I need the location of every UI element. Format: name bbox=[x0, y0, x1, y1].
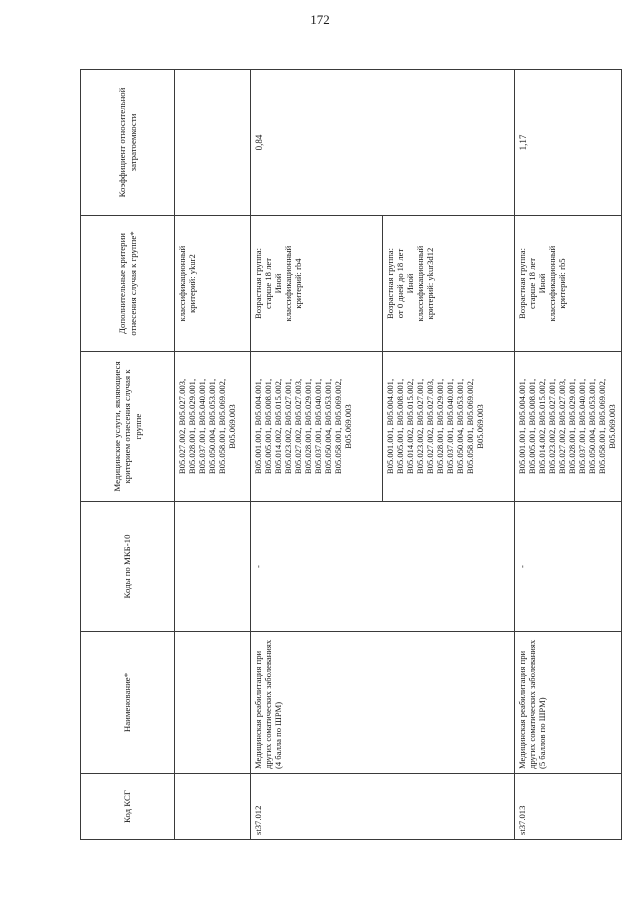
header-services: Медицинские услуги, являющиеся критерием отнесения случая к группе bbox=[81, 352, 175, 502]
criteria-line: от 0 дней до 18 лет bbox=[394, 248, 405, 319]
service-line: В05.069.003 bbox=[474, 404, 485, 449]
service-line: В05.001.001, В05.004.001, bbox=[385, 378, 395, 475]
cell-coefficient-013: 1,17 bbox=[515, 70, 622, 216]
criteria-line: старше 18 лет bbox=[526, 258, 537, 309]
criteria-line: Иной bbox=[272, 273, 283, 294]
cell-services-013 bbox=[515, 352, 622, 502]
criteria-line: Иной bbox=[536, 273, 547, 294]
service-line: В05.037.001, В05.040.001, bbox=[312, 378, 323, 475]
header-extra-criteria: Дополнительные критерии отнесения случая к группе* bbox=[81, 216, 175, 352]
service-line: В05.014.002, В05.015.002, bbox=[272, 378, 283, 475]
cell-coefficient-empty bbox=[175, 70, 251, 216]
criteria-line: критерий: ykur2 bbox=[186, 254, 197, 313]
cell-ksg-name-013: Медицинская реабилитация при других соматических заболеваниях (5 баллов по ШРМ) bbox=[515, 632, 622, 774]
cell-ksg-name-012: Медицинская реабилитация при других соматических заболеваниях (4 балла по ШРМ) bbox=[251, 632, 515, 774]
cell-criteria-012-a bbox=[251, 216, 383, 352]
criteria-line: критерий: rb4 bbox=[292, 258, 303, 309]
service-line: В05.027.002, В05.027.003, bbox=[424, 378, 435, 475]
service-line: В05.069.003 bbox=[342, 404, 353, 449]
service-line: В05.050.004, В05.053.001, bbox=[454, 378, 465, 475]
cell-services-continuation bbox=[175, 352, 251, 502]
service-line: В05.014.002, В05.015.002, bbox=[536, 378, 547, 475]
criteria-line: классификационный bbox=[414, 245, 425, 322]
service-line: В05.023.002, В05.027.001, bbox=[282, 378, 293, 475]
header-coefficient: Коэффициент относительной затратоемкости bbox=[81, 70, 175, 216]
service-line: В05.023.002, В05.027.001, bbox=[546, 378, 557, 475]
criteria-line: Возрастная группа: bbox=[253, 247, 263, 320]
header-code: Код КСГ bbox=[81, 774, 175, 840]
cell-criteria-012-b bbox=[383, 216, 515, 352]
criteria-line: классификационный bbox=[546, 245, 557, 322]
criteria-line: старше 18 лет bbox=[262, 258, 273, 309]
service-line: В05.014.002, В05.015.002, bbox=[404, 378, 415, 475]
cell-mkb-empty bbox=[175, 502, 251, 632]
cell-name-empty bbox=[175, 632, 251, 774]
header-mkb: Коды по МКБ-10 bbox=[81, 502, 175, 632]
cell-mkb-012: - bbox=[251, 502, 515, 632]
criteria-line: критерий: ykur3d12 bbox=[424, 247, 435, 320]
cell-services-012-a bbox=[251, 352, 383, 502]
cell-criteria-continuation bbox=[175, 216, 251, 352]
table-row-st37-013 bbox=[515, 70, 622, 840]
criteria-line: классификационный bbox=[282, 245, 293, 322]
cell-criteria-013 bbox=[515, 216, 622, 352]
service-line: В05.058.001, В05.069.002, bbox=[464, 378, 475, 475]
criteria-line: классификационный bbox=[177, 245, 187, 322]
table-header-row bbox=[81, 70, 175, 840]
service-line: В05.069.003 bbox=[606, 404, 617, 449]
service-line: В05.005.001, В05.008.001, bbox=[526, 378, 537, 475]
service-line: В05.058.001, В05.069.002, bbox=[216, 378, 227, 475]
page-number: 172 bbox=[310, 12, 330, 27]
table-row-continuation bbox=[175, 70, 251, 840]
header-name: Наименование* bbox=[81, 632, 175, 774]
service-line: В05.069.003 bbox=[226, 404, 237, 449]
service-line: В05.058.001, В05.069.002, bbox=[332, 378, 343, 475]
cell-services-012-b bbox=[383, 352, 515, 502]
ksg-table bbox=[80, 69, 622, 840]
service-line: В05.037.001, В05.040.001, bbox=[576, 378, 587, 475]
rotated-document-area bbox=[80, 70, 617, 840]
service-line: В05.037.001, В05.040.001, bbox=[444, 378, 455, 475]
cell-mkb-013: - bbox=[515, 502, 622, 632]
criteria-line: Иной bbox=[404, 273, 415, 294]
service-line: В05.005.001, В05.008.001, bbox=[394, 378, 405, 475]
service-line: В05.027.002, В05.027.003, bbox=[556, 378, 567, 475]
service-line: В05.028.001, В05.029.001, bbox=[566, 378, 577, 475]
service-line: В05.027.002, В05.027.003, bbox=[292, 378, 303, 475]
cell-ksg-code-012: st37.012 bbox=[251, 774, 515, 840]
criteria-line: Возрастная группа: bbox=[517, 247, 527, 320]
service-line: В05.005.001, В05.008.001, bbox=[262, 378, 273, 475]
cell-ksg-code-013: st37.013 bbox=[515, 774, 622, 840]
criteria-line: критерий: rb5 bbox=[556, 258, 567, 309]
service-line: В05.058.001, В05.069.002, bbox=[596, 378, 607, 475]
service-line: В05.001.001, В05.004.001, bbox=[253, 378, 263, 475]
service-line: В05.023.002, В05.027.001, bbox=[414, 378, 425, 475]
service-line: В05.050.004, В05.053.001, bbox=[586, 378, 597, 475]
service-line: В05.028.001, В05.029.001, bbox=[186, 378, 197, 475]
service-line: В05.027.002, В05.027.003, bbox=[177, 378, 187, 475]
service-line: В05.050.004, В05.053.001, bbox=[322, 378, 333, 475]
service-line: В05.028.001, В05.029.001, bbox=[434, 378, 445, 475]
cell-coefficient-012: 0,84 bbox=[251, 70, 515, 216]
service-line: В05.050.004, В05.053.001, bbox=[206, 378, 217, 475]
service-line: В05.001.001, В05.004.001, bbox=[517, 378, 527, 475]
rotated-table-wrapper bbox=[80, 70, 617, 840]
service-line: В05.028.001, В05.029.001, bbox=[302, 378, 313, 475]
criteria-line: Возрастная группа: bbox=[385, 247, 395, 320]
service-line: В05.037.001, В05.040.001, bbox=[196, 378, 207, 475]
table-row-st37-012 bbox=[251, 70, 383, 840]
cell-code-empty bbox=[175, 774, 251, 840]
